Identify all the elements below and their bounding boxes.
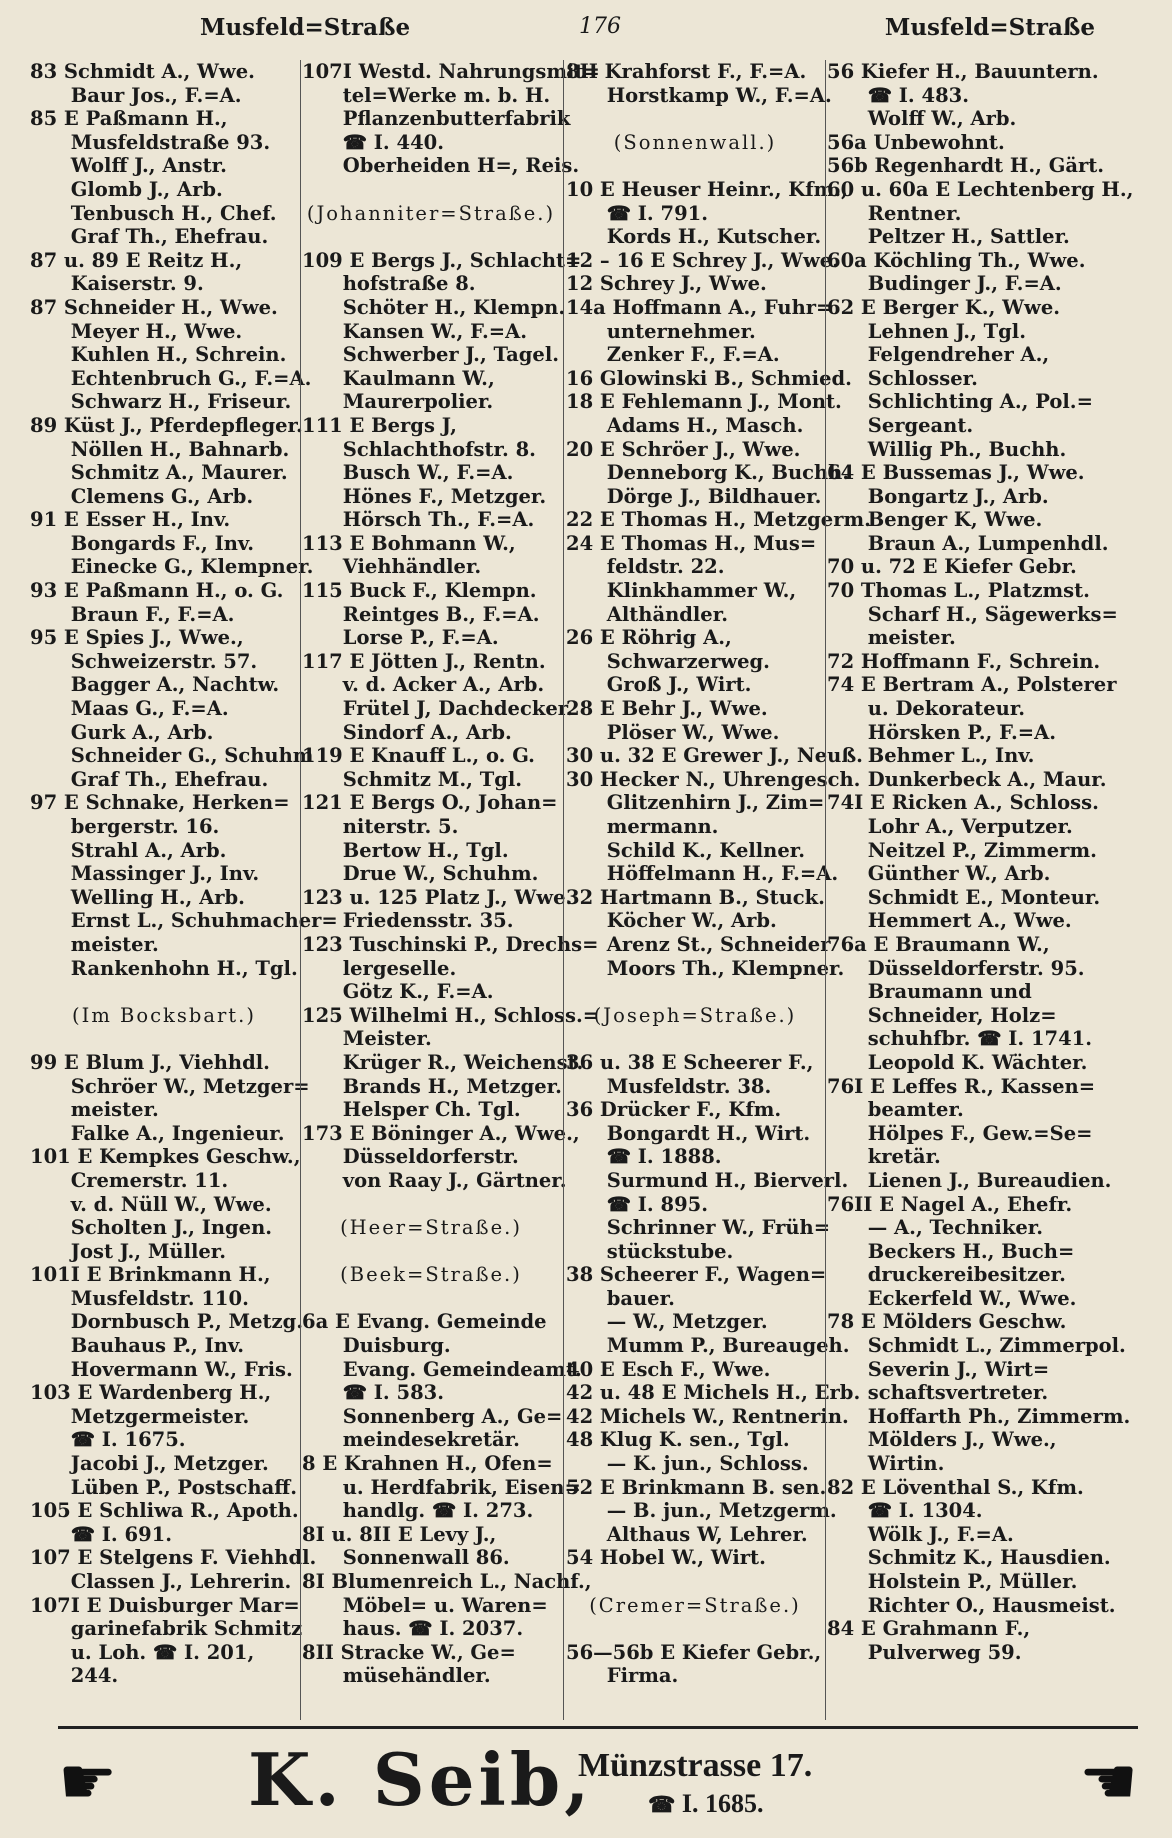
directory-entry: Strahl A., Arb. — [30, 838, 227, 862]
directory-entry: Bongartz J., Arb. — [827, 484, 1049, 508]
directory-entry: Holstein P., Müller. — [827, 1570, 1078, 1593]
directory-entry: 12 – 16 E Schrey J., Wwe. — [566, 248, 839, 272]
spacer — [566, 1617, 824, 1641]
directory-entry: Behmer L., Inv. — [827, 744, 1035, 768]
directory-entry: schaftsvertreter. — [827, 1381, 1049, 1405]
directory-entry: Cremerstr. 11. — [30, 1168, 229, 1192]
directory-entry: Schneider, Holz= — [827, 1003, 1057, 1027]
section-heading: (Joseph=Straße.) — [593, 1003, 797, 1027]
pointing-hand-icon: ☛ — [58, 1743, 118, 1820]
directory-entry: 111 E Bergs J, — [302, 413, 457, 437]
directory-entry: Lohr A., Verputzer. — [827, 815, 1073, 838]
directory-entry: ☎ I. 1888. — [566, 1145, 722, 1169]
directory-entry: Evang. Gemeindeamt. — [302, 1357, 582, 1381]
directory-entry: Meyer H., Wwe. — [30, 319, 243, 343]
directory-entry: Schrinner W., Früh= — [566, 1216, 831, 1240]
advertiser-phone — [648, 1789, 764, 1819]
directory-entry: 30 Hecker N., Uhrengesch. — [566, 767, 861, 791]
directory-entry: Mumm P., Bureaugeh. — [566, 1334, 850, 1358]
pointing-hand-icon: ☛ — [1078, 1743, 1138, 1820]
directory-entry: 22 E Thomas H., Metzgerm. — [566, 508, 871, 532]
column-2 — [302, 60, 600, 1720]
directory-entry: 70 u. 72 E Kiefer Gebr. — [827, 555, 1077, 579]
directory-entry: meindesekretär. — [302, 1428, 520, 1452]
directory-entry: Bongardt H., Wirt. — [566, 1121, 811, 1145]
column-divider — [825, 60, 826, 1720]
directory-entry: Musfeldstr. 38. — [566, 1074, 772, 1098]
directory-entry: Lüben P., Postschaff. — [30, 1475, 298, 1499]
directory-entry: Bertow H., Tgl. — [302, 838, 509, 862]
column-divider — [563, 60, 564, 1720]
directory-entry: 119 E Knauff L., o. G. — [302, 744, 535, 768]
phone-number: I. 1685. — [681, 1789, 764, 1818]
directory-entry: 8I Blumenreich L., Nachf., — [302, 1570, 592, 1593]
directory-entry: Krüger R., Weichenst. — [302, 1050, 584, 1074]
directory-entry: Wirtin. — [827, 1452, 945, 1476]
spacer — [566, 107, 824, 131]
spacer — [566, 980, 824, 1004]
directory-entry: Gurk A., Arb. — [30, 720, 214, 744]
directory-entry: Benger K, Wwe. — [827, 508, 1043, 532]
directory-entry: Rentner. — [827, 201, 962, 225]
directory-entry: 125 Wilhelmi H., Schloss.= — [302, 1003, 600, 1027]
directory-entry: Kaiserstr. 9. — [30, 272, 204, 296]
directory-entry: 99 E Blum J., Viehhdl. — [30, 1050, 270, 1074]
directory-entry: Dornbusch P., Metzg. — [30, 1310, 304, 1334]
directory-entry: Schmitz K., Hausdien. — [827, 1546, 1111, 1570]
directory-entry: v. d. Nüll W., Wwe. — [30, 1192, 272, 1216]
directory-entry: Düsseldorferstr. 95. — [827, 956, 1085, 980]
directory-entry: Rankenhohn H., Tgl. — [30, 956, 298, 980]
directory-entry: garinefabrik Schmitz — [30, 1617, 303, 1641]
directory-entry: 56b Regenhardt H., Gärt. — [827, 154, 1105, 178]
directory-entry: ☎ I. 440. — [302, 130, 445, 154]
directory-entry: 83 Schmidt A., Wwe. — [30, 60, 255, 83]
directory-entry: Braun A., Lumpenhdl. — [827, 531, 1109, 555]
section-heading: (Beek=Straße.) — [340, 1263, 522, 1287]
directory-entry: hofstraße 8. — [302, 272, 476, 296]
directory-entry: Richter O., Hausmeist. — [827, 1593, 1116, 1617]
directory-entry: Hoffarth Ph., Zimmerm. — [827, 1404, 1131, 1428]
directory-entry: meister. — [827, 626, 956, 650]
directory-entry: Scharf H., Sägewerks= — [827, 602, 1118, 626]
directory-entry: Graf Th., Ehefrau. — [30, 225, 269, 249]
directory-entry: ☎ I. 691. — [30, 1522, 173, 1546]
directory-entry: Bagger A., Nachtw. — [30, 673, 280, 697]
directory-entry: Bongards F., Inv. — [30, 531, 255, 555]
directory-entry: 60 u. 60a E Lechtenberg H., — [827, 177, 1134, 201]
spacer — [566, 154, 824, 178]
directory-entry: 89 Küst J., Pferdepfleger. — [30, 413, 303, 437]
directory-entry: Peltzer H., Sattler. — [827, 225, 1070, 249]
directory-entry: 105 E Schliwa R., Apoth. — [30, 1499, 299, 1523]
directory-entry: 18 E Fehlemann J., Mont. — [566, 390, 842, 414]
directory-entry: stückstube. — [566, 1239, 734, 1263]
directory-entry: kretär. — [827, 1145, 941, 1169]
directory-entry: bergerstr. 16. — [30, 815, 220, 838]
directory-entry: 78 E Mölders Geschw. — [827, 1310, 1067, 1334]
directory-entry: 82 E Löventhal S., Kfm. — [827, 1475, 1084, 1499]
directory-entry: 85 E Paßmann H., — [30, 107, 228, 131]
directory-entry: Severin J., Wirt= — [827, 1357, 1050, 1381]
directory-entry: 91 E Esser H., Inv. — [30, 508, 231, 532]
directory-entry: Schwarzerweg. — [566, 649, 770, 673]
directory-entry: Schweizerstr. 57. — [30, 649, 258, 673]
directory-entry: 121 E Bergs O., Johan= — [302, 791, 558, 815]
directory-entry: Horstkamp W., F.=A. — [566, 83, 832, 107]
directory-entry: Adams H., Masch. — [566, 413, 804, 437]
directory-entry: 54 Hobel W., Wirt. — [566, 1546, 766, 1570]
directory-entry: unternehmer. — [566, 319, 756, 343]
directory-entry: Wolff W., Arb. — [827, 107, 1017, 131]
directory-entry: 8 E Krahnen H., Ofen= — [302, 1452, 553, 1476]
directory-entry: Schmidt L., Zimmerpol. — [827, 1334, 1126, 1358]
directory-entry: 48 Klug K. sen., Tgl. — [566, 1428, 790, 1452]
directory-entry: 38 Scheerer F., Wagen= — [566, 1263, 827, 1287]
directory-entry: Kaulmann W., — [302, 366, 495, 390]
spacer — [566, 1570, 824, 1594]
telephone-icon: ☎ — [648, 1792, 676, 1817]
directory-entry: 24 E Thomas H., Mus= — [566, 531, 817, 555]
directory-entry: 84 E Grahmann F., — [827, 1617, 1031, 1641]
directory-entry: 76I E Leffes R., Kassen= — [827, 1074, 1096, 1098]
directory-entry: 26 E Röhrig A., — [566, 626, 732, 650]
directory-entry: 107I Westd. Nahrungsmit= — [302, 60, 600, 83]
directory-entry: — W., Metzger. — [566, 1310, 768, 1334]
directory-entry: 60a Köchling Th., Wwe. — [827, 248, 1086, 272]
directory-entry: meister. — [30, 1098, 159, 1122]
directory-entry: u. Herdfabrik, Eisen= — [302, 1475, 581, 1499]
directory-entry: Reintges B., F.=A. — [302, 602, 540, 626]
directory-entry: Friedensstr. 35. — [302, 909, 514, 933]
directory-entry: Brands H., Metzger. — [302, 1074, 562, 1098]
directory-entry: bauer. — [566, 1286, 675, 1310]
advertiser-name: K. Seib, — [248, 1737, 594, 1822]
directory-entry: Schlosser. — [827, 366, 978, 390]
directory-entry: u. Dekorateur. — [827, 697, 1026, 721]
directory-entry: müsehändler. — [302, 1664, 491, 1688]
directory-entry: handlg. ☎ I. 273. — [302, 1499, 534, 1523]
directory-entry: Bauhaus P., Inv. — [30, 1334, 245, 1358]
directory-entry: Hovermann W., Fris. — [30, 1357, 293, 1381]
directory-entry: Neitzel P., Zimmerm. — [827, 838, 1097, 862]
directory-entry: feldstr. 22. — [566, 555, 725, 579]
directory-entry: Hemmert A., Wwe. — [827, 909, 1072, 933]
directory-entry: 12 Schrey J., Wwe. — [566, 272, 767, 296]
directory-entry: Mölders J., Wwe., — [827, 1428, 1057, 1452]
spacer — [566, 1027, 824, 1051]
directory-entry: 103 E Wardenberg H., — [30, 1381, 272, 1405]
directory-entry: von Raay J., Gärtner. — [302, 1168, 567, 1192]
directory-entry: u. Loh. ☎ I. 201, — [30, 1640, 255, 1664]
spacer — [30, 1027, 298, 1051]
directory-entry: Leopold K. Wächter. — [827, 1050, 1088, 1074]
directory-entry: Echtenbruch G., F.=A. — [30, 366, 312, 390]
directory-entry: 42 u. 48 E Michels H., Erb. — [566, 1381, 861, 1405]
directory-entry: ☎ I. 1675. — [30, 1428, 186, 1452]
directory-entry: Willig Ph., Buchh. — [827, 437, 1067, 461]
directory-entry: Kuhlen H., Schrein. — [30, 343, 287, 367]
directory-entry: Felgendreher A., — [827, 343, 1050, 367]
directory-entry: ☎ I. 791. — [566, 201, 709, 225]
directory-entry: Maurerpolier. — [302, 390, 494, 414]
directory-entry: Schmitz A., Maurer. — [30, 461, 288, 485]
directory-entry: 40 E Esch F., Wwe. — [566, 1357, 771, 1381]
directory-entry: ☎ I. 583. — [302, 1381, 445, 1405]
section-heading: (Johanniter=Straße.) — [306, 201, 556, 225]
directory-entry: Helsper Ch. Tgl. — [302, 1098, 521, 1122]
directory-entry: Metzgermeister. — [30, 1404, 250, 1428]
directory-entry: 76a E Braumann W., — [827, 932, 1050, 956]
directory-entry: Höffelmann H., F.=A. — [566, 862, 839, 886]
directory-entry: 8II Krahforst F., F.=A. — [566, 60, 807, 83]
directory-entry: 20 E Schröer J., Wwe. — [566, 437, 801, 461]
directory-entry: 6a E Evang. Gemeinde — [302, 1310, 547, 1334]
directory-entry: 28 E Behr J., Wwe. — [566, 697, 768, 721]
directory-entry: ☎ I. 483. — [827, 83, 970, 107]
directory-entry: Schwarz H., Friseur. — [30, 390, 292, 414]
directory-entry: Glitzenhirn J., Zim= — [566, 791, 825, 815]
directory-entry: Schild K., Kellner. — [566, 838, 806, 862]
column-divider — [300, 60, 301, 1720]
spacer — [302, 1240, 560, 1264]
spacer — [302, 1287, 560, 1311]
page-number: 176 — [579, 14, 621, 39]
directory-entry: 113 E Bohmann W., — [302, 531, 516, 555]
directory-entry: 76II E Nagel A., Ehefr. — [827, 1192, 1073, 1216]
directory-entry: 16 Glowinski B., Schmied. — [566, 366, 852, 390]
directory-entry: Welling H., Arb. — [30, 885, 245, 909]
directory-entry: Ernst L., Schuhmacher= — [30, 909, 338, 933]
directory-entry: Viehhändler. — [302, 555, 482, 579]
directory-entry: Althändler. — [566, 602, 728, 626]
directory-entry: tel=Werke m. b. H. — [302, 83, 551, 107]
directory-entry: Schlichting A., Pol.= — [827, 390, 1093, 414]
directory-entry: Götz K., F.=A. — [302, 980, 494, 1004]
directory-entry: Groß J., Wirt. — [566, 673, 752, 697]
directory-entry: Denneborg K., Buchh. — [566, 461, 850, 485]
spacer — [302, 178, 560, 202]
spacer — [30, 980, 298, 1004]
directory-entry: Arenz St., Schneider — [566, 932, 831, 956]
directory-entry: 36 Drücker F., Kfm. — [566, 1098, 782, 1122]
directory-entry: 64 E Bussemas J., Wwe. — [827, 461, 1085, 485]
directory-entry: 8I u. 8II E Levy J., — [302, 1522, 497, 1546]
directory-entry: Classen J., Lehrerin. — [30, 1570, 292, 1593]
directory-entry: Budinger J., F.=A. — [827, 272, 1062, 296]
directory-entry: Baur Jos., F.=A. — [30, 83, 242, 107]
directory-entry: 109 E Bergs J., Schlacht= — [302, 248, 582, 272]
directory-entry: 93 E Paßmann H., o. G. — [30, 579, 284, 603]
directory-entry: Duisburg. — [302, 1334, 451, 1358]
directory-entry: 107I E Duisburger Mar= — [30, 1593, 300, 1617]
header-right-street: Musfeld=Straße — [884, 14, 1095, 41]
directory-entry: Scholten J., Ingen. — [30, 1216, 273, 1240]
directory-entry: v. d. Acker A., Arb. — [302, 673, 545, 697]
directory-entry: Schwerber J., Tagel. — [302, 343, 560, 367]
directory-entry: Hönes F., Metzger. — [302, 484, 547, 508]
directory-entry: Dörge J., Bildhauer. — [566, 484, 822, 508]
header-left-street: Musfeld=Straße — [200, 14, 411, 41]
directory-entry: Wolff J., Anstr. — [30, 154, 227, 178]
directory-entry: Pulverweg 59. — [827, 1640, 1022, 1664]
directory-entry: 87 u. 89 E Reitz H., — [30, 248, 243, 272]
advertiser-street: Münzstrasse 17. — [578, 1747, 813, 1784]
directory-entry: beamter. — [827, 1098, 964, 1122]
directory-entry: druckereibesitzer. — [827, 1263, 1066, 1287]
directory-entry: Schröer W., Metzger= — [30, 1074, 310, 1098]
directory-entry: Massinger J., Inv. — [30, 862, 260, 886]
directory-entry: Günther W., Arb. — [827, 862, 1051, 886]
directory-entry: Möbel= u. Waren= — [302, 1593, 548, 1617]
directory-entry: Oberheiden H=, Reis. — [302, 154, 580, 178]
directory-entry: schuhfbr. ☎ I. 1741. — [827, 1027, 1093, 1051]
directory-entry: ☎ I. 1304. — [827, 1499, 983, 1523]
directory-entry: 74I E Ricken A., Schloss. — [827, 791, 1099, 815]
directory-entry: 56a Unbewohnt. — [827, 130, 1005, 154]
directory-entry: Braumann und — [827, 980, 1032, 1004]
directory-entry: Hölpes F., Gew.=Se= — [827, 1121, 1093, 1145]
column-1 — [30, 60, 338, 1720]
directory-entry: 42 Michels W., Rentnerin. — [566, 1404, 849, 1428]
directory-entry: Musfeldstr. 110. — [30, 1286, 249, 1310]
directory-entry: Sonnenwall 86. — [302, 1546, 510, 1570]
directory-entry: Zenker F., F.=A. — [566, 343, 780, 367]
directory-entry: Schmidt E., Monteur. — [827, 885, 1101, 909]
directory-entry: 56 Kiefer H., Bauuntern. — [827, 60, 1099, 83]
directory-entry: mermann. — [566, 815, 719, 838]
directory-entry: Schneider G., Schuhm — [30, 744, 314, 768]
page-header — [60, 14, 1140, 48]
directory-entry: Klinkhammer W., — [566, 579, 797, 603]
directory-entry: Sergeant. — [827, 413, 974, 437]
directory-entry: 107 E Stelgens F. Viehhdl. — [30, 1546, 317, 1570]
directory-entry: 14a Hoffmann A., Fuhr= — [566, 295, 833, 319]
directory-entry: Jacobi J., Metzger. — [30, 1452, 269, 1476]
directory-entry: 70 Thomas L., Platzmst. — [827, 579, 1090, 603]
directory-entry: Lehnen J., Tgl. — [827, 319, 1026, 343]
spacer — [302, 1193, 560, 1217]
directory-entry: 52 E Brinkmann B. sen. — [566, 1475, 827, 1499]
directory-entry: 123 u. 125 Platz J., Wwe. — [302, 885, 573, 909]
directory-entry: niterstr. 5. — [302, 815, 459, 838]
directory-entry: haus. ☎ I. 2037. — [302, 1617, 524, 1641]
directory-entry: 30 u. 32 E Grewer J., Neuß. — [566, 744, 863, 768]
directory-entry: 101I E Brinkmann H., — [30, 1263, 271, 1287]
directory-entry: 62 E Berger K., Wwe. — [827, 295, 1061, 319]
directory-entry: Falke A., Ingenieur. — [30, 1121, 285, 1145]
directory-entry: Kansen W., F.=A. — [302, 319, 528, 343]
directory-entry: — B. jun., Metzgerm. — [566, 1499, 837, 1523]
directory-entry: Althaus W, Lehrer. — [566, 1522, 808, 1546]
directory-entry: 74 E Bertram A., Polsterer — [827, 673, 1117, 697]
directory-entry: Clemens G., Arb. — [30, 484, 254, 508]
directory-entry: Hörsch Th., F.=A. — [302, 508, 535, 532]
directory-entry: Schmitz M., Tgl. — [302, 767, 523, 791]
directory-entry: lergeselle. — [302, 956, 457, 980]
directory-entry: 10 E Heuser Heinr., Kfm., — [566, 177, 848, 201]
directory-entry: Sonnenberg A., Ge= — [302, 1404, 563, 1428]
directory-entry: Nöllen H., Bahnarb. — [30, 437, 290, 461]
directory-entry: Schöter H., Klempn. — [302, 295, 566, 319]
directory-entry: Hörsken P., F.=A. — [827, 720, 1057, 744]
directory-entry: Graf Th., Ehefrau. — [30, 767, 269, 791]
directory-entry: Kords H., Kutscher. — [566, 225, 822, 249]
directory-entry: 36 u. 38 E Scheerer F., — [566, 1050, 814, 1074]
directory-entry: Schlachthofstr. 8. — [302, 437, 536, 461]
directory-entry: 97 E Schnake, Herken= — [30, 791, 290, 815]
directory-entry: 123 Tuschinski P., Drechs= — [302, 932, 599, 956]
directory-entry: Dunkerbeck A., Maur. — [827, 767, 1107, 791]
directory-entry: Tenbusch H., Chef. — [30, 201, 277, 225]
directory-entry: 173 E Böninger A., Wwe., — [302, 1121, 580, 1145]
directory-entry: — A., Techniker. — [827, 1216, 1044, 1240]
directory-entry: Eckerfeld W., Wwe. — [827, 1286, 1077, 1310]
directory-entry: Plöser W., Wwe. — [566, 720, 780, 744]
directory-entry: 95 E Spies J., Wwe., — [30, 626, 244, 650]
directory-entry: Einecke G., Klempner. — [30, 555, 314, 579]
section-heading: (Cremer=Straße.) — [589, 1593, 801, 1617]
section-heading: (Heer=Straße.) — [340, 1216, 522, 1240]
directory-entry: Pflanzenbutterfabrik — [302, 107, 571, 131]
directory-entry: meister. — [30, 932, 159, 956]
section-heading: (Sonnenwall.) — [613, 130, 777, 154]
directory-entry: Lorse P., F.=A. — [302, 626, 499, 650]
directory-entry: Wölk J., F.=A. — [827, 1522, 1014, 1546]
directory-entry: Musfeldstraße 93. — [30, 130, 271, 154]
directory-entry: Lienen J., Bureaudien. — [827, 1168, 1112, 1192]
directory-entry: 115 Buck F., Klempn. — [302, 579, 537, 603]
directory-entry: 87 Schneider H., Wwe. — [30, 295, 278, 319]
directory-entry: ☎ I. 895. — [566, 1192, 709, 1216]
directory-entry: 244. — [30, 1664, 119, 1688]
directory-entry: Köcher W., Arb. — [566, 909, 777, 933]
directory-entry: Maas G., F.=A. — [30, 697, 229, 721]
directory-entry: Sindorf A., Arb. — [302, 720, 512, 744]
section-heading: (Im Bocksbart.) — [72, 1003, 256, 1027]
directory-entry: Düsseldorferstr. — [302, 1145, 519, 1169]
directory-entry: Surmund H., Bierverl. — [566, 1168, 849, 1192]
directory-entry: 56—56b E Kiefer Gebr., — [566, 1640, 822, 1664]
directory-entry: Meister. — [302, 1027, 432, 1051]
column-4 — [827, 60, 1155, 1720]
directory-entry: Drue W., Schuhm. — [302, 862, 539, 886]
directory-entry: Beckers H., Buch= — [827, 1239, 1075, 1263]
directory-entry: Braun F., F.=A. — [30, 602, 235, 626]
directory-entry: Frütel J, Dachdecker. — [302, 697, 574, 721]
column-3 — [566, 60, 871, 1720]
directory-entry: Moors Th., Klempner. — [566, 956, 845, 980]
directory-entry: 117 E Jötten J., Rentn. — [302, 649, 546, 673]
directory-entry: Jost J., Müller. — [30, 1239, 227, 1263]
directory-entry: 8II Stracke W., Ge= — [302, 1640, 516, 1664]
directory-entry: 101 E Kempkes Geschw., — [30, 1145, 301, 1169]
directory-entry: 32 Hartmann B., Stuck. — [566, 885, 825, 909]
directory-entry: Busch W., F.=A. — [302, 461, 514, 485]
directory-entry: Firma. — [566, 1664, 679, 1688]
spacer — [302, 225, 560, 249]
advertisement-footer — [58, 1726, 1138, 1829]
directory-entry: 72 Hoffmann F., Schrein. — [827, 649, 1101, 673]
directory-entry: — K. jun., Schloss. — [566, 1452, 809, 1476]
directory-entry: Glomb J., Arb. — [30, 177, 223, 201]
